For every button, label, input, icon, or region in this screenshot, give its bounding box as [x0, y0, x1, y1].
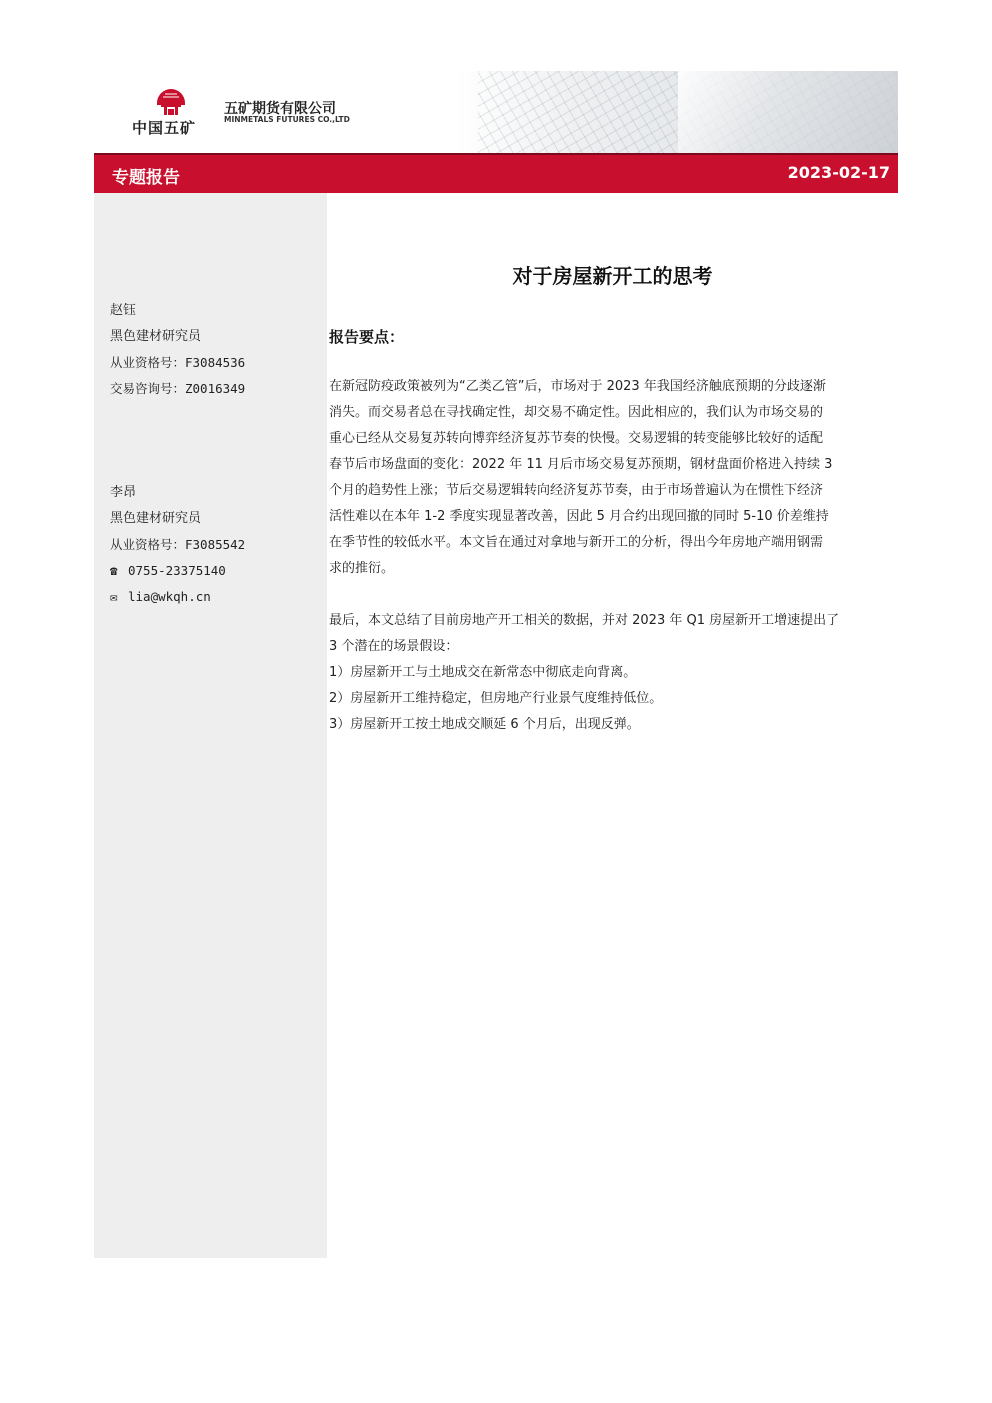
scenario-item: 2）房屋新开工维持稳定，但房地产行业景气度维持低位。: [329, 691, 663, 706]
paragraph-line: 消失。而交易者总在寻找确定性，却交易不确定性。因此相应的，我们认为市场交易的: [329, 405, 824, 420]
company-name-cn: 五矿期货有限公司: [224, 101, 336, 117]
author-phone: 0755-23375140: [128, 563, 226, 578]
key-points-heading: 报告要点：: [329, 328, 405, 346]
logo-wordmark: 中国五矿: [132, 119, 197, 137]
author-phone-row: [110, 561, 226, 581]
paragraph-line: 最后，本文总结了目前房地产开工相关的数据，并对 2023 年 Q1 房屋新开工增速提出了: [329, 613, 840, 628]
report-title: 对于房屋新开工的思考: [512, 264, 713, 288]
author-consult-number: 交易咨询号：Z0016349: [110, 381, 246, 396]
author-email[interactable]: lia@wkqh.cn: [128, 589, 211, 604]
header-building-graphic: [678, 71, 898, 153]
paragraph-line: 个月的趋势性上涨；节后交易逻辑转向经济复苏节奏，由于市场普遍认为在惯性下经济: [329, 483, 824, 498]
paragraph-line: 重心已经从交易复苏转向博弈经济复苏节奏的快慢。交易逻辑的转变能够比较好的适配: [329, 431, 824, 446]
paragraph-line: 在季节性的较低水平。本文旨在通过对拿地与新开工的分析，得出今年房地产端用钢需: [329, 535, 824, 550]
phone-icon: ☎: [110, 563, 118, 578]
company-name-en: MINMETALS FUTURES CO.,LTD: [224, 115, 350, 124]
scenario-item: 1）房屋新开工与土地成交在新常态中彻底走向背离。: [329, 665, 637, 680]
author-license: 从业资格号：F3084536: [110, 355, 246, 370]
author-email-row[interactable]: [110, 587, 211, 607]
paragraph-line: 在新冠防疫政策被列为“乙类乙管”后，市场对于 2023 年我国经济触底预期的分歧逐渐: [329, 379, 826, 394]
report-date: 2023-02-17: [787, 163, 890, 182]
minmetals-logo-icon: [154, 83, 188, 117]
scenario-item: 3）房屋新开工按土地成交顺延 6 个月后，出现反弹。: [329, 717, 640, 732]
paragraph-line: 3 个潜在的场景假设：: [329, 639, 459, 654]
paragraph-line: 活性难以在本年 1-2 季度实现显著改善，因此 5 月合约出现回撤的同时 5-10 价差维持: [329, 509, 829, 524]
report-type-banner: [94, 153, 898, 193]
author-role: 黑色建材研究员: [110, 511, 202, 526]
envelope-icon: ✉: [110, 589, 118, 604]
author-role: 黑色建材研究员: [110, 329, 202, 344]
author-license: 从业资格号：F3085542: [110, 537, 246, 552]
author-name: 李昂: [110, 485, 137, 500]
paragraph-line: 春节后市场盘面的变化：2022 年 11 月后市场交易复苏预期，钢材盘面价格进入持续 3: [329, 457, 833, 472]
report-header: [94, 71, 898, 153]
paragraph-line: 求的推衍。: [329, 561, 395, 576]
report-type-label: 专题报告: [112, 168, 180, 188]
author-name: 赵钰: [110, 303, 137, 318]
